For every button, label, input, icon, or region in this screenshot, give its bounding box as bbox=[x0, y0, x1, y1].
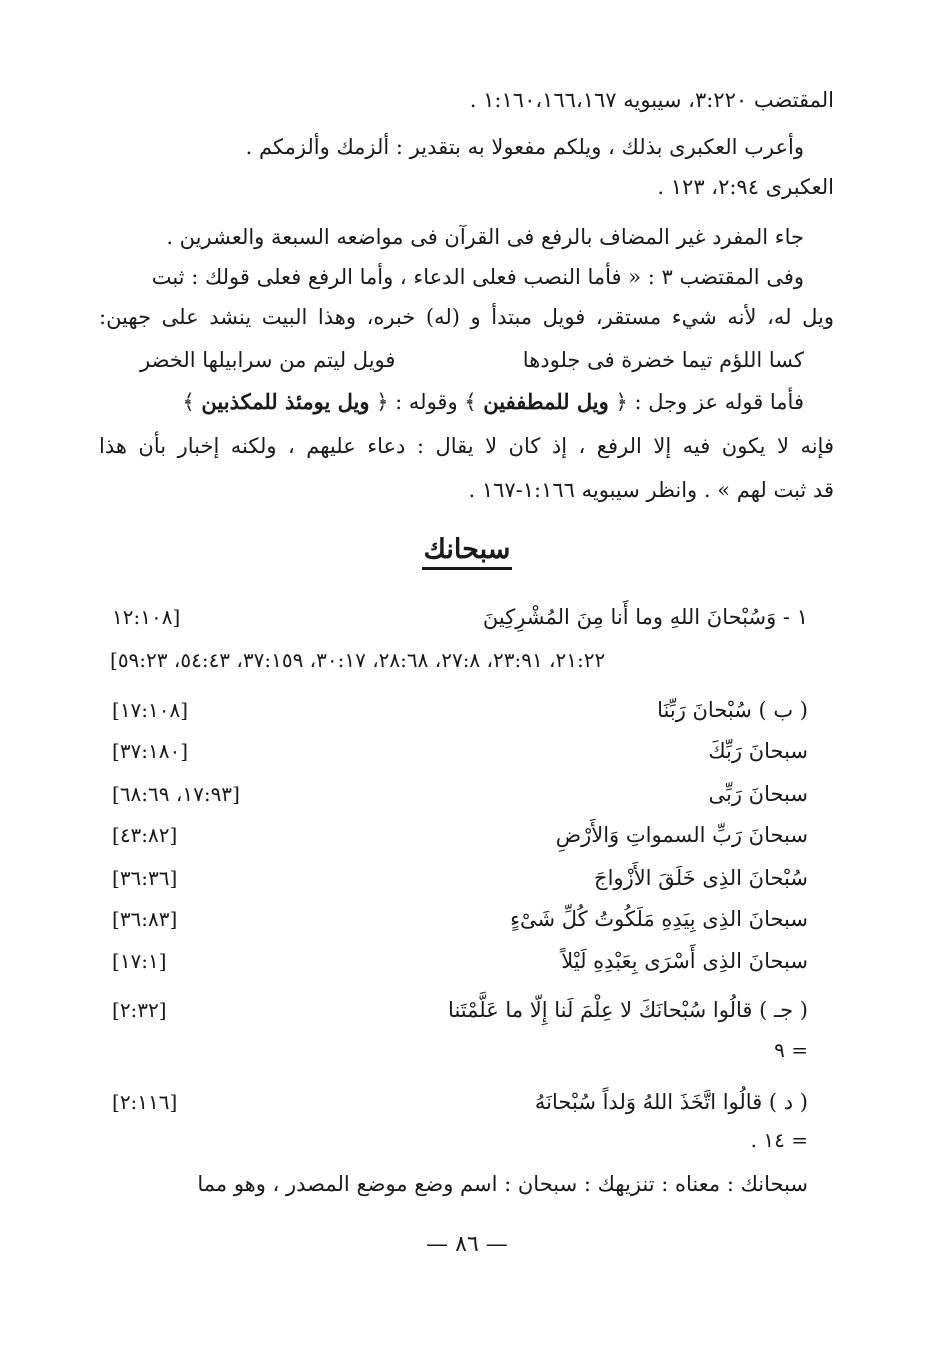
quran-quote-2: ويل يومئذ للمكذبين bbox=[201, 389, 370, 414]
entry-reference: [١٧:٩٣، ٦٨:٦٩] bbox=[112, 782, 240, 806]
quran-quote-1: ويل للمطففين bbox=[483, 389, 609, 414]
entry-reference: [٣٦:٨٣] bbox=[112, 907, 178, 931]
note-line-1: المقتضب ٣:٢٢٠، سيبويه ١:١٦٠،١٦٦،١٦٧ . bbox=[469, 88, 834, 112]
note-line-3: العكبرى ٢:٩٤، ١٢٣ . bbox=[657, 175, 834, 199]
entry-reference-continued: ٢١:٢٢، ٢٣:٩١، ٢٧:٨، ٢٨:٦٨، ٣٠:١٧، ٣٧:١٥٩، ٥٤:٤٣، ٥٩:٢٣] bbox=[110, 648, 606, 672]
entry-reference: [٤٣:٨٢] bbox=[112, 823, 178, 847]
note-line-8-end: ﴾ bbox=[182, 390, 195, 414]
note-line-8 bbox=[99, 382, 804, 422]
section-title-text: سبحانك bbox=[422, 534, 513, 570]
entry-text: سبحانَ رَبِّ السمواتِ وَالأَرْضِ bbox=[555, 823, 808, 847]
entry-text: سبحانَ رَبِّى bbox=[708, 782, 808, 806]
entry-reference: [١٧:١٠٨] bbox=[112, 698, 189, 722]
entry-reference: [٣٦:٣٦] bbox=[112, 866, 178, 890]
entry-text: سبحانَ الذِى أَسْرَى بِعَبْدِهِ لَيْلاً bbox=[561, 949, 808, 973]
entry-text: ( جـ ) قالُوا سُبْحانَكَ لا عِلْمَ لَنا إِلّا ما عَلَّمْتَنا bbox=[448, 998, 808, 1022]
entry-text: سُبْحانَ الذِى خَلَقَ الأَزْواجَ bbox=[594, 866, 808, 890]
entry-reference: [٣٧:١٨٠] bbox=[112, 739, 189, 763]
note-line-4: جاء المفرد غير المضاف بالرفع فى القرآن فى مواضعه السبعة والعشرين . bbox=[166, 225, 804, 249]
note-line-9: فإنه لا يكون فيه إلا الرفع ، إذ كان لا يقال : دعاء عليهم ، ولكنه إخبار بأن هذا bbox=[99, 434, 834, 458]
page-number: — ٨٦ — bbox=[426, 1232, 508, 1257]
poem-first-hemistich: كسا اللؤم تيما خضرة فى جلودها bbox=[522, 348, 804, 372]
entry-text: ( د ) قالُوا اتَّخَذَ اللهُ وَلداً سُبْحانَهُ bbox=[534, 1090, 808, 1114]
closing-line: سبحانك : معناه : تنزيهك : سبحان : اسم وضع موضع المصدر ، وهو مما bbox=[197, 1172, 808, 1196]
entry-text: سبحانَ الذِى بِيَدِهِ مَلَكُوتُ كُلِّ شَىْءٍ bbox=[510, 907, 808, 931]
note-line-10: قد ثبت لهم » . وانظر سيبويه ١:١٦٦-١٦٧ . bbox=[468, 478, 834, 502]
entry-count: = ٩ bbox=[774, 1038, 808, 1062]
note-line-8-intro: فأما قوله عز وجل : ﴿ bbox=[615, 390, 804, 414]
poem-second-hemistich: فويل ليتم من سرابيلها الخضر bbox=[140, 348, 396, 372]
entry-text: سبحانَ رَبِّكَ bbox=[708, 739, 808, 763]
note-line-8-mid: ﴾ وقوله : ﴿ bbox=[376, 390, 477, 414]
note-line-5: وفى المقتضب ٣ : « فأما النصب فعلى الدعاء ، وأما الرفع فعلى قولك : ثبت bbox=[151, 265, 804, 289]
note-line-6: ويل له، لأنه شيء مستقر، فويل مبتدأ و (له) خبره، وهذا البيت ينشد على جهين: bbox=[99, 305, 834, 329]
entry-count: = ١٤ . bbox=[750, 1128, 808, 1152]
entry-reference: [٢:٣٢] bbox=[112, 998, 167, 1022]
entry-reference: [١٧:١] bbox=[112, 949, 167, 973]
entry-text: ١ - وَسُبْحانَ اللهِ وما أَنا مِنَ المُشْرِكِينَ bbox=[482, 605, 808, 629]
entry-text: ( ب ) سُبْحانَ رَبِّنَا bbox=[657, 698, 808, 722]
section-title bbox=[0, 528, 934, 572]
note-line-2: وأعرب العكبرى بذلك ، ويلكم مفعولا به بتقدير : ألزمك وألزمكم . bbox=[245, 135, 804, 159]
entry-reference: [٢:١١٦] bbox=[112, 1090, 178, 1114]
entry-reference: [١٢:١٠٨ bbox=[112, 605, 181, 629]
